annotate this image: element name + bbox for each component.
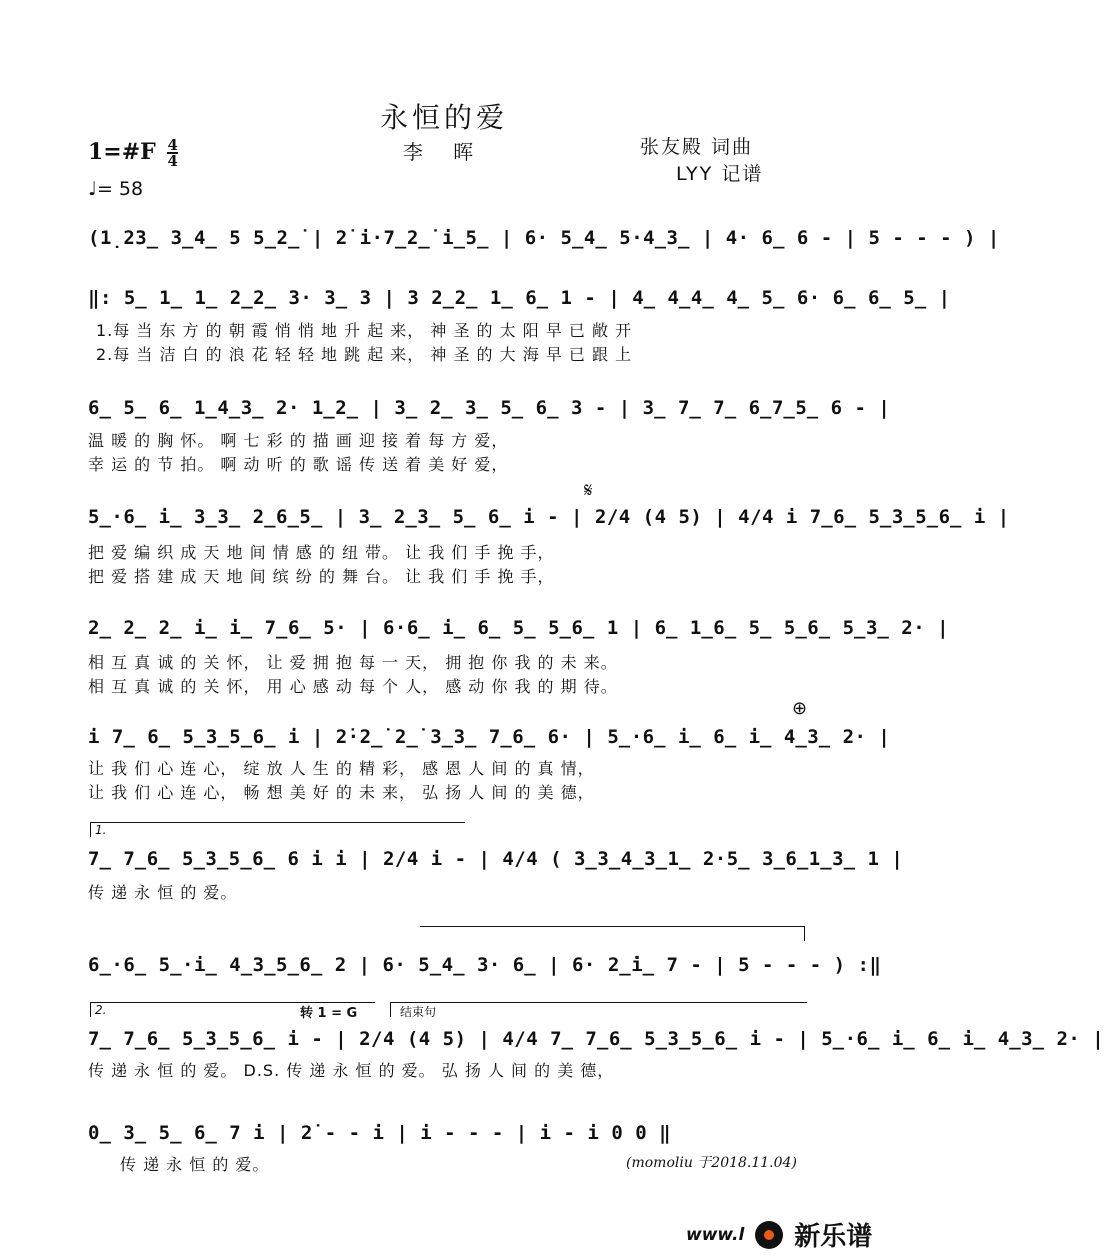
transcriber: LYY 记谱 bbox=[676, 163, 764, 185]
lyric-row-4-verse-1: 相 互 真 诚 的 关 怀， 让 爱 拥 抱 每 一 天， 拥 抱 你 我 的 未 来。 bbox=[88, 653, 618, 672]
score-row-5: i 7̲ 6̲ 5̲3̲5̲6̲ i | 2̇·2̲̇ 2̲̇ 3̲3̲ 7̲6̲ 6· | 5̲·6̲ i̲ 6̲ i̲ 4̲3̲ 2· | bbox=[88, 726, 891, 748]
song-title: 永恒的爱 bbox=[379, 101, 508, 134]
credits bbox=[640, 134, 763, 188]
volta-1-label: 1. bbox=[95, 823, 107, 837]
lyric-row-1-verse-1: 1.每 当 东 方 的 朝 霞 悄 悄 地 升 起 来， 神 圣 的 太 阳 早 已 敞 开 bbox=[96, 321, 633, 340]
coda-sign: ⊕ bbox=[792, 698, 808, 719]
key-signature bbox=[88, 138, 178, 168]
lyric-row-4-verse-2: 相 互 真 诚 的 关 怀， 用 心 感 动 每 个 人， 感 动 你 我 的 期 待。 bbox=[88, 677, 618, 696]
score-row-7: 6̲·6̲ 5̲·i̲ 4̲3̲5̲6̲ 2 | 6· 5̲4̲ 3· 6̲ | 6· 2̲̇i̲ 7 - | 5 - - - ) :‖ bbox=[88, 954, 882, 976]
transcription-note: (momoliu 于2018.11.04) bbox=[626, 1155, 797, 1171]
lyric-row-5-verse-2: 让 我 们 心 连 心， 畅 想 美 好 的 未 来， 弘 扬 人 间 的 美 德， bbox=[88, 783, 595, 802]
score-row-9: 0̲ 3̲ 5̲ 6̲ 7 i | 2̇ - - i | i - - - | i - i 0 0 ‖ bbox=[88, 1122, 672, 1144]
lyric-row-1-verse-2: 2.每 当 洁 白 的 浪 花 轻 轻 地 跳 起 来， 神 圣 的 大 海 早 已 跟 上 bbox=[96, 345, 633, 364]
score-row-8: 7̲ 7̲6̲ 5̲3̲5̲6̲ i - | 2/4 (4 5) | 4/4 7̲ 7̲6̲ 5̲3̲5̲6̲ i - | 5̲·6̲ i̲ 6̲ i̲ 4̲3̲ 2· | bbox=[88, 1028, 1104, 1050]
singer-name: 李 晖 bbox=[402, 140, 486, 164]
logo-url-text: www.l bbox=[686, 1225, 745, 1245]
lyric-row-2-verse-1: 温 暖 的 胸 怀。 啊 七 彩 的 描 画 迎 接 着 每 方 爱， bbox=[88, 431, 509, 450]
lyricist: 张友殿 词曲 bbox=[640, 136, 754, 158]
volta-1-bracket bbox=[90, 822, 465, 837]
tempo-mark: ♩= 58 bbox=[88, 178, 144, 200]
lyric-row-2-verse-2: 幸 运 的 节 拍。 啊 动 听 的 歌 谣 传 送 着 美 好 爱， bbox=[88, 455, 509, 474]
coda-bracket bbox=[390, 1002, 807, 1017]
score-row-4: 2̲ 2̲ 2̲ i̲ i̲ 7̲6̲ 5· | 6·6̲ i̲ 6̲ 5̲ 5̲6̲ 1 | 6̲ 1̲6̲ 5̲ 5̲6̲ 5̲3̲ 2· | bbox=[88, 617, 950, 639]
time-top: 4 bbox=[167, 136, 178, 154]
instrumental-bracket bbox=[420, 926, 805, 941]
record-disc-icon bbox=[755, 1221, 783, 1249]
logo-brand-text: 新乐谱 bbox=[794, 1222, 873, 1252]
lyric-row-6: 传 递 永 恒 的 爱。 bbox=[88, 883, 238, 902]
lyric-row-3-verse-1: 把 爱 编 织 成 天 地 间 情 感 的 纽 带。 让 我 们 手 挽 手， bbox=[88, 543, 555, 562]
lyric-row-9: 传 递 永 恒 的 爱。 bbox=[120, 1155, 270, 1174]
score-row-3: 5̲·6̲ i̲ 3̲3̲ 2̲6̲5̲ | 3̲ 2̲3̲ 5̲ 6̲ i - | 2/4 (4 5) | 4/4 i 7̲6̲ 5̲3̲5̲6̲ i | bbox=[88, 506, 1010, 528]
key-label: 1=#F bbox=[88, 139, 156, 165]
ending-label: 结束句 bbox=[400, 1005, 437, 1019]
lyric-row-8: 传 递 永 恒 的 爱。 D.S. 传 递 永 恒 的 爱。 弘 扬 人 间 的 美 德， bbox=[88, 1061, 615, 1080]
time-bottom: 4 bbox=[167, 152, 178, 170]
score-row-intro: (1̣23̲ 3̲4̲ 5 5̲2̲̇ | 2̇ i·7̲2̲̇ i̲5̲ | 6· 5̲4̲ 5·4̲3̲ | 4· 6̲ 6 - | 5 - - - ) | bbox=[88, 227, 1000, 249]
score-row-2: 6̲ 5̲ 6̲ 1̲4̲3̲ 2· 1̲2̲ | 3̲ 2̲ 3̲ 5̲ 6̲ 3 - | 3̲ 7̲ 7̲ 6̲7̲5̲ 6 - | bbox=[88, 397, 891, 419]
lyric-row-3-verse-2: 把 爱 搭 建 成 天 地 间 缤 纷 的 舞 台。 让 我 们 手 挽 手， bbox=[88, 567, 555, 586]
score-row-6: 7̲ 7̲6̲ 5̲3̲5̲6̲ 6 i i | 2/4 i - | 4/4 ( 3̲3̲4̲3̲1̲ 2·5̲ 3̲6̲1̲3̲ 1 | bbox=[88, 848, 904, 870]
modulation-mark: 转 1 = G bbox=[300, 1006, 358, 1021]
segno-sign: 𝄋 bbox=[584, 478, 593, 502]
lyric-row-5-verse-1: 让 我 们 心 连 心， 绽 放 人 生 的 精 彩， 感 恩 人 间 的 真 情， bbox=[88, 759, 595, 778]
score-row-1: ‖: 5̲ 1̲ 1̲ 2̲2̲ 3· 3̲ 3 | 3 2̲2̲ 1̲ 6̲ 1 - | 4̲ 4̲4̲ 4̲ 5̲ 6· 6̲ 6̲ 5̲ | bbox=[88, 287, 951, 309]
volta-2-label: 2. bbox=[95, 1003, 107, 1017]
time-signature bbox=[167, 138, 177, 168]
site-logo bbox=[686, 1216, 872, 1253]
